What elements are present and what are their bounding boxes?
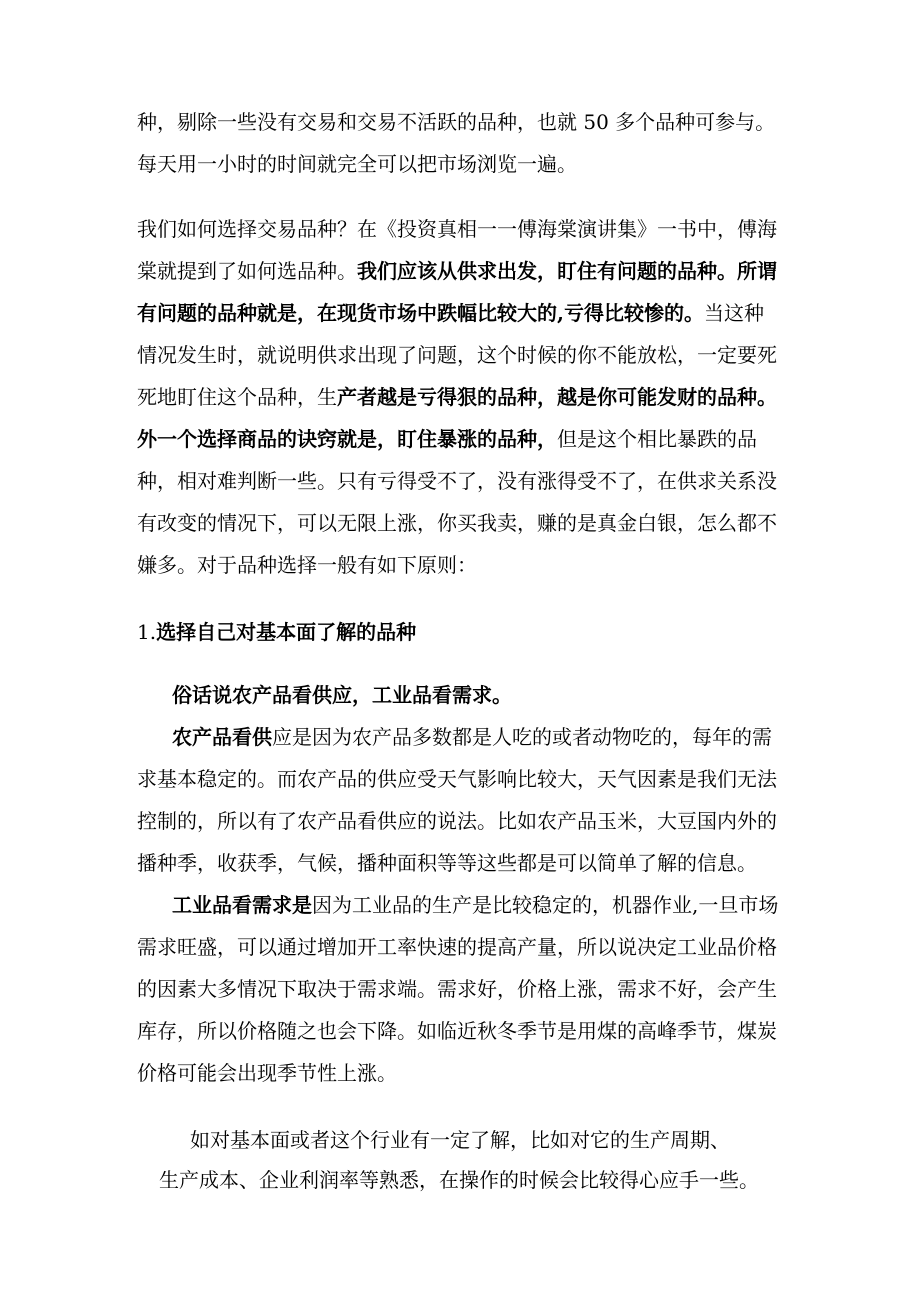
selection-line-2-plain: 棠就提到了如何选品种。 [137, 259, 357, 283]
selection-line-5 [137, 383, 777, 411]
intro-line-2: 每天用一小时的时间就完全可以把市场浏览一遍。 [137, 152, 577, 176]
section-1-title: 选择自己对基本面了解的品种 [156, 620, 417, 644]
selection-line-5-bold: 产者越是亏得狠的品种，越是你可能发财的品种。 [337, 385, 777, 409]
saying-line: 俗话说农产品看供应，工业品看需求。 [172, 683, 512, 707]
agri-line-1-bold: 农产品看供 [172, 725, 272, 749]
industry-line-4: 库存，所以价格随之也会下降。如临近秋冬季节是用煤的高峰季节，煤炭 [137, 1019, 777, 1043]
selection-line-6-bold: 外一个选择商品的诀窍就是，盯住暴涨的品种， [137, 427, 557, 451]
agri-line-1-plain: 应是因为农产品多数都是人吃的或者动物吃的，每年的需 [272, 725, 772, 749]
industry-line-3: 的因素大多情况下取决于需求端。需求好，价格上涨，需求不好，会产生 [137, 977, 777, 1001]
selection-line-2-bold: 我们应该从供求出发，盯住有问题的品种。所谓 [357, 259, 777, 283]
closing-line-1: 如对基本面或者这个行业有一定了解，比如对它的生产周期、 [190, 1128, 730, 1152]
selection-line-6 [137, 425, 757, 453]
selection-line-7: 种，相对难判断一些。只有亏得受不了，没有涨得受不了，在供求关系没 [137, 469, 777, 493]
selection-line-1: 我们如何选择交易品种？在《投资真相一一傅海棠演讲集》一书中，傅海 [137, 217, 777, 241]
industry-line-1-plain: 因为工业品的生产是比较稳定的，机器作业,一旦市场 [312, 893, 779, 917]
selection-line-9: 嫌多。对于品种选择一般有如下原则： [137, 553, 477, 577]
closing-line-2: 生产成本、企业利润率等熟悉，在操作的时候会比较得心应手一些。 [159, 1168, 759, 1192]
agri-line-1 [172, 723, 772, 751]
selection-line-5-plain: 死地盯住这个品种，生 [137, 385, 337, 409]
selection-line-3-bold: 有问题的品种就是，在现货市场中跌幅比较大的,亏得比较惨的。 [137, 301, 704, 325]
section-1-heading [137, 618, 416, 646]
agri-line-3: 控制的，所以有了农产品看供应的说法。比如农产品玉米，大豆国内外的 [137, 809, 777, 833]
industry-line-1 [172, 891, 778, 919]
selection-line-2 [137, 257, 777, 285]
section-1-number: 1. [137, 620, 157, 644]
agri-line-4: 播种季，收获季，气候，播种面积等等这些都是可以简单了解的信息。 [137, 851, 757, 875]
industry-line-1-bold: 工业品看需求是 [172, 893, 312, 917]
selection-line-8: 有改变的情况下，可以无限上涨，你买我卖，赚的是真金白银，怎么都不 [137, 511, 777, 535]
industry-line-5: 价格可能会出现季节性上涨。 [137, 1061, 397, 1085]
selection-line-3-plain: 当这种 [703, 301, 764, 325]
selection-line-6-plain: 但是这个相比暴跌的品 [557, 427, 757, 451]
selection-line-3 [137, 299, 764, 327]
selection-line-4: 情况发生时，就说明供求出现了问题，这个时候的你不能放松，一定要死 [137, 343, 777, 367]
industry-line-2: 需求旺盛，可以通过增加开工率快速的提高产量，所以说决定工业品价格 [137, 935, 777, 959]
intro-line-1: 种，剔除一些没有交易和交易不活跃的品种，也就 50 多个品种可参与。 [137, 110, 776, 134]
agri-line-2: 求基本稳定的。而农产品的供应受天气影响比较大，天气因素是我们无法 [137, 767, 777, 791]
